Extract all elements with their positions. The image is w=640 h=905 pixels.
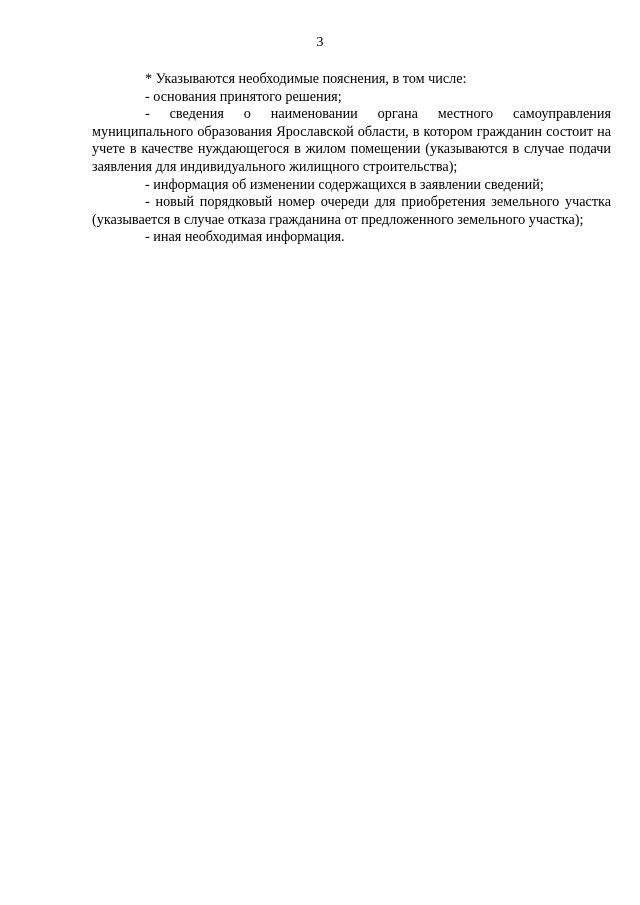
list-item: - сведения о наименовании органа местного самоуправления муниципального образования Ярославской области, в котором гражданин состоит на учете в качестве нуждающегося в жилом помещении (указываются в случае подачи заявления для индивидуального жилищного строительства); <box>92 106 611 175</box>
list-item: - информация об изменении содержащихся в заявлении сведений; <box>145 176 544 193</box>
list-item: - иная необходимая информация. <box>145 229 345 246</box>
page-number: 3 <box>316 35 324 50</box>
list-item: - новый порядковый номер очереди для приобретения земельного участка (указывается в случае отказа гражданина от предложенного земельного участка); <box>92 194 611 228</box>
notes-intro: * Указываются необходимые пояснения, в том числе: <box>145 71 467 87</box>
list-item: - основания принятого решения; <box>145 88 342 105</box>
notes-section <box>92 71 611 247</box>
